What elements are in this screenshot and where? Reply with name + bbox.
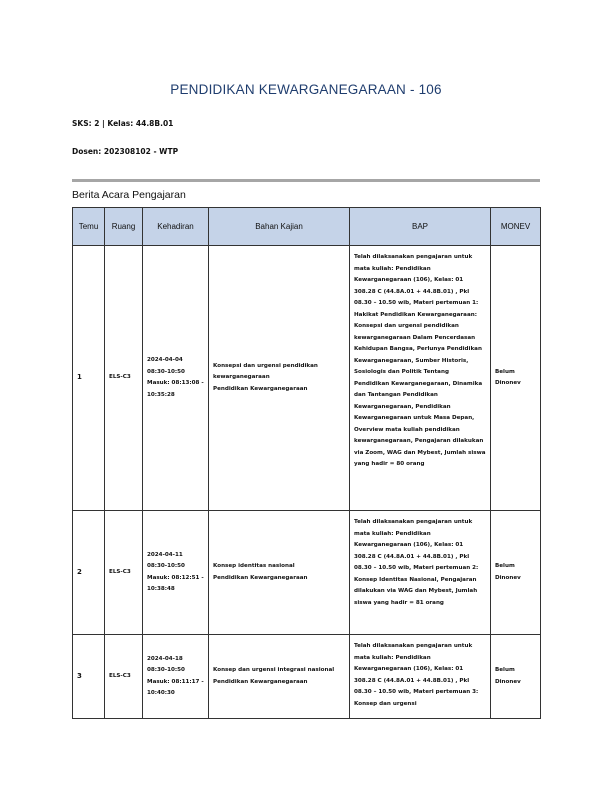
cell-bahan-kajian: Konsepsi dan urgensi pendidikan kewarganegaraan Pendidikan Kewarganegaraan: [209, 246, 350, 511]
cell-kehadiran: 2024-04-18 08:30-10:50 Masuk: 08:11:17 - 10:40:30: [143, 635, 209, 719]
sks-kelas-line: SKS: 2 | Kelas: 44.8B.01: [72, 119, 174, 128]
cell-temu: 2: [73, 511, 105, 635]
cell-bahan-kajian: Konsep identitas nasional Pendidikan Kewarganegaraan: [209, 511, 350, 635]
bap-table: [72, 207, 541, 719]
header-bahan-kajian: Bahan Kajian: [209, 208, 350, 246]
cell-temu: 3: [73, 635, 105, 719]
section-title: Berita Acara Pengajaran: [72, 189, 186, 201]
cell-ruang: ELS-C3: [105, 511, 143, 635]
cell-bap: Telah dilaksanakan pengajaran untuk mata kuliah: Pendidikan Kewarganegaraan (106), Kelas: 01 308.28 C (44.8A.01 + 44.8B.01) , Pkl 08.30 – 10.50 wib, Materi pertemuan 1: Hakikat Pendidikan Kewarganegaraan: Konsepsi dan urgensi pendidikan kewarganegaraan Dalam Pencerdasan Kehidupan Bangsa, Perlunya Pendidikan Kewarganegaraan, Sumber Historis, Sosiologis dan Politik Tentang Pendidikan Kewarganegaraan, Dinamika dan Tantangan Pendidikan Kewarganegaraan, Pendidikan Kewarganegaraan untuk Masa Depan, Overview mata kuliah pendidikan kewarganegaraan, Pengajaran dilakukan via Zoom, WAG dan Mybest, Jumlah siswa yang hadir = 80 orang: [350, 246, 491, 511]
cell-ruang: ELS-C3: [105, 246, 143, 511]
cell-monev: Belum Dinonev: [491, 635, 541, 719]
header-ruang: Ruang: [105, 208, 143, 246]
cell-monev: Belum Dinonev: [491, 511, 541, 635]
cell-kehadiran: 2024-04-11 08:30-10:50 Masuk: 08:12:51 - 10:38:48: [143, 511, 209, 635]
cell-bap: Telah dilaksanakan pengajaran untuk mata kuliah: Pendidikan Kewarganegaraan (106), Kelas: 01 308.28 C (44.8A.01 + 44.8B.01) , Pkl 08.30 – 10.50 wib, Materi pertemuan 2: Konsep Identitas Nasional, Pengajaran dilakukan via WAG dan Mybest, Jumlah siswa yang hadir = 81 orang: [350, 511, 491, 635]
header-kehadiran: Kehadiran: [143, 208, 209, 246]
cell-bap: [350, 635, 491, 719]
header-bap: BAP: [350, 208, 491, 246]
cell-bap-text: Telah dilaksanakan pengajaran untuk mata kuliah: Pendidikan Kewarganegaraan (106), Kelas: 01 308.28 C (44.8A.01 + 44.8B.01) , Pkl 08.30 – 10.50 wib, Materi pertemuan 3: Konsep dan urgensi: [354, 643, 479, 707]
header-temu: Temu: [73, 208, 105, 246]
dosen-line: Dosen: 202308102 - WTP: [72, 147, 179, 156]
section-divider: [72, 179, 540, 182]
cell-temu: 1: [73, 246, 105, 511]
page-title: PENDIDIKAN KEWARGANEGARAAN - 106: [170, 82, 442, 97]
header-monev: MONEV: [491, 208, 541, 246]
cell-monev: Belum Dinonev: [491, 246, 541, 511]
cell-kehadiran: 2024-04-04 08:30-10:50 Masuk: 08:13:08 - 10:35:28: [143, 246, 209, 511]
table-header-row: [73, 208, 541, 246]
table-row: [73, 635, 541, 719]
cell-ruang: ELS-C3: [105, 635, 143, 719]
table-row: [73, 511, 541, 635]
cell-bahan-kajian: Konsep dan urgensi integrasi nasional Pendidikan Kewarganegaraan: [209, 635, 350, 719]
table-row: [73, 246, 541, 511]
